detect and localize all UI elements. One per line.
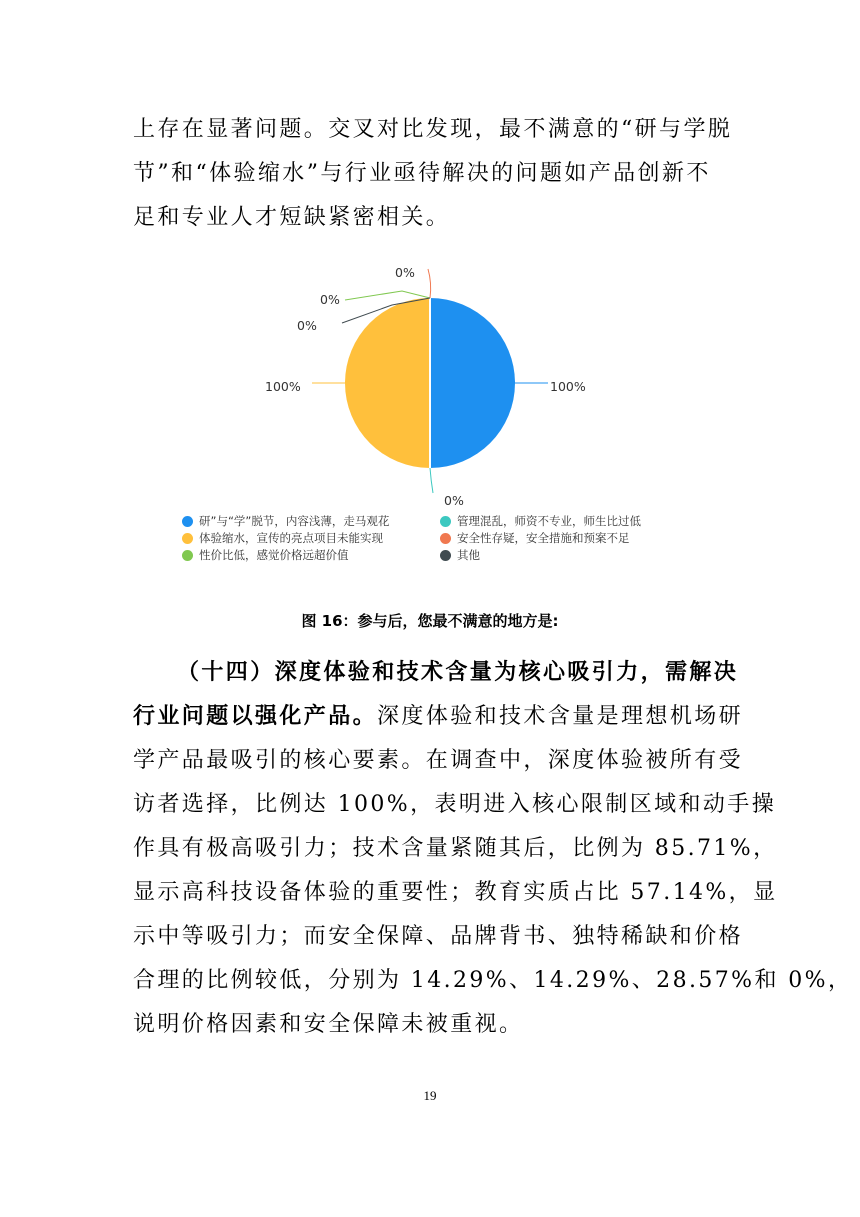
legend-label: 管理混乱，师资不专业，师生比过低 [457,514,641,528]
text-line: 显示高科技设备体验的重要性；教育实质占比 57.14%，显 [133,880,778,905]
text-line: 足和专业人才短缺紧密相关。 [133,205,451,230]
section-heading: （十四）深度体验和技术含量为核心吸引力，需解决 [177,659,739,685]
data-label: 0% [297,318,317,333]
text-line: 学产品最吸引的核心要素。在调查中，深度体验被所有受 [133,748,744,773]
text-line [133,694,744,739]
legend-marker [182,533,193,544]
legend-label: 体验缩水，宣传的亮点项目未能实现 [199,531,383,545]
legend-item [182,530,383,546]
legend-item [440,513,641,529]
legend-marker [182,550,193,561]
text-line: 说明价格因素和安全保障未被重视。 [133,1012,524,1037]
legend-marker [440,516,451,527]
text-line: 上存在显著问题。交叉对比发现，最不满意的“研与学脱 [133,117,733,142]
text-line: 合理的比例较低，分别为 14.29%、14.29%、28.57%和 0%， [133,968,853,993]
data-label: 100% [550,379,586,394]
text-line: 节”和“体验缩水”与行业亟待解决的问题如产品创新不 [133,161,711,186]
data-label: 0% [395,265,415,280]
data-label: 0% [444,493,464,508]
data-label: 0% [320,292,340,307]
section-heading-cont: 行业问题以强化产品。 [133,703,378,729]
data-label: 100% [265,379,301,394]
page-number: 19 [423,1088,437,1103]
leader-line [428,269,431,298]
text-line: 示中等吸引力；而安全保障、品牌背书、独特稀缺和价格 [133,924,744,949]
legend-label: 安全性存疑，安全措施和预案不足 [457,531,630,545]
legend-marker [440,533,451,544]
pie-chart [170,255,690,575]
leader-line [430,468,433,493]
paragraph-bottom [133,650,853,1047]
text-line: 访者选择，比例达 100%，表明进入核心限制区域和动手操 [133,792,777,817]
pie-chart-svg [170,255,690,510]
legend-label: 研”与“学”脱节，内容浅薄，走马观花 [199,514,390,528]
legend-marker [440,550,451,561]
legend-label: 性价比低，感觉价格远超价值 [199,548,349,562]
text-line: 作具有极高吸引力；技术含量紧随其后，比例为 85.71%， [133,836,778,861]
leader-line [345,291,430,300]
legend-item [182,513,389,529]
legend-marker [182,516,193,527]
figure-caption: 图 16：参与后，您最不满意的地方是: [301,612,559,630]
legend-item [182,547,349,563]
paragraph-top [133,108,733,240]
text-fragment: 深度体验和技术含量是理想机场研 [377,704,744,729]
pie-slice-research [430,298,515,468]
legend-label: 其他 [457,548,480,562]
pie-slice-experience [345,298,430,468]
legend-item [440,547,480,563]
legend-item [440,530,630,546]
